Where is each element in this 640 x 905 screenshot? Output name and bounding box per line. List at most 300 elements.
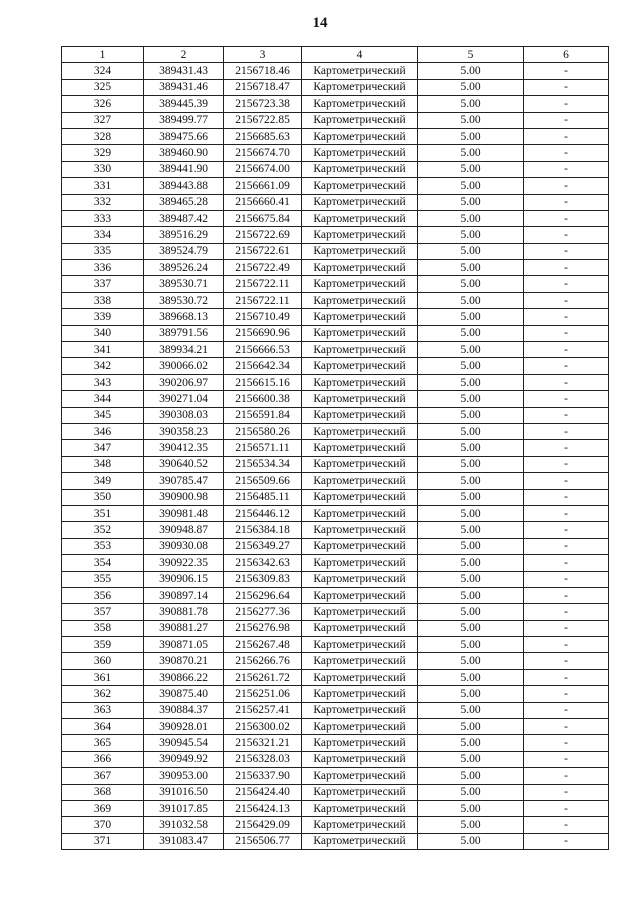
method-cell: Картометрический [302, 719, 418, 735]
x-coordinate-cell: 389516.29 [144, 227, 224, 243]
method-cell: Картометрический [302, 538, 418, 554]
x-coordinate-cell: 390897.14 [144, 587, 224, 603]
accuracy-cell: 5.00 [418, 784, 524, 800]
y-coordinate-cell: 2156277.36 [224, 604, 302, 620]
table-row [62, 473, 609, 489]
method-cell: Картометрический [302, 276, 418, 292]
point-number-cell: 371 [62, 833, 144, 849]
point-number-cell: 361 [62, 669, 144, 685]
point-number-cell: 327 [62, 112, 144, 128]
point-number-cell: 344 [62, 391, 144, 407]
y-coordinate-cell: 2156685.63 [224, 128, 302, 144]
y-coordinate-cell: 2156257.41 [224, 702, 302, 718]
y-coordinate-cell: 2156446.12 [224, 505, 302, 521]
note-cell: - [524, 423, 609, 439]
note-cell: - [524, 194, 609, 210]
table-row [62, 604, 609, 620]
x-coordinate-cell: 390640.52 [144, 456, 224, 472]
accuracy-cell: 5.00 [418, 276, 524, 292]
accuracy-cell: 5.00 [418, 817, 524, 833]
point-number-cell: 369 [62, 800, 144, 816]
note-cell: - [524, 96, 609, 112]
method-cell: Картометрический [302, 817, 418, 833]
x-coordinate-cell: 389465.28 [144, 194, 224, 210]
accuracy-cell: 5.00 [418, 653, 524, 669]
y-coordinate-cell: 2156424.40 [224, 784, 302, 800]
note-cell: - [524, 161, 609, 177]
table-row [62, 423, 609, 439]
note-cell: - [524, 342, 609, 358]
note-cell: - [524, 784, 609, 800]
accuracy-cell: 5.00 [418, 423, 524, 439]
point-number-cell: 335 [62, 243, 144, 259]
table-row [62, 243, 609, 259]
table-row [62, 145, 609, 161]
y-coordinate-cell: 2156718.46 [224, 63, 302, 79]
note-cell: - [524, 587, 609, 603]
point-number-cell: 343 [62, 374, 144, 390]
table-row [62, 768, 609, 784]
note-cell: - [524, 407, 609, 423]
note-cell: - [524, 210, 609, 226]
accuracy-cell: 5.00 [418, 292, 524, 308]
note-cell: - [524, 276, 609, 292]
method-cell: Картометрический [302, 145, 418, 161]
x-coordinate-cell: 390949.92 [144, 751, 224, 767]
table-row [62, 194, 609, 210]
method-cell: Картометрический [302, 260, 418, 276]
y-coordinate-cell: 2156321.21 [224, 735, 302, 751]
accuracy-cell: 5.00 [418, 719, 524, 735]
note-cell: - [524, 555, 609, 571]
point-number-cell: 360 [62, 653, 144, 669]
method-cell: Картометрический [302, 669, 418, 685]
note-cell: - [524, 817, 609, 833]
point-number-cell: 326 [62, 96, 144, 112]
point-number-cell: 328 [62, 128, 144, 144]
point-number-cell: 329 [62, 145, 144, 161]
note-cell: - [524, 358, 609, 374]
x-coordinate-cell: 389431.46 [144, 79, 224, 95]
x-coordinate-cell: 390900.98 [144, 489, 224, 505]
method-cell: Картометрический [302, 653, 418, 669]
x-coordinate-cell: 389526.24 [144, 260, 224, 276]
note-cell: - [524, 440, 609, 456]
accuracy-cell: 5.00 [418, 227, 524, 243]
method-cell: Картометрический [302, 292, 418, 308]
y-coordinate-cell: 2156660.41 [224, 194, 302, 210]
y-coordinate-cell: 2156674.70 [224, 145, 302, 161]
method-cell: Картометрический [302, 620, 418, 636]
table-row [62, 325, 609, 341]
method-cell: Картометрический [302, 489, 418, 505]
note-cell: - [524, 833, 609, 849]
x-coordinate-cell: 390875.40 [144, 686, 224, 702]
table-row [62, 702, 609, 718]
point-number-cell: 345 [62, 407, 144, 423]
accuracy-cell: 5.00 [418, 391, 524, 407]
y-coordinate-cell: 2156266.76 [224, 653, 302, 669]
table-row [62, 538, 609, 554]
table-row [62, 669, 609, 685]
table-row [62, 505, 609, 521]
accuracy-cell: 5.00 [418, 751, 524, 767]
table-row [62, 833, 609, 849]
method-cell: Картометрический [302, 325, 418, 341]
point-number-cell: 340 [62, 325, 144, 341]
note-cell: - [524, 800, 609, 816]
note-cell: - [524, 374, 609, 390]
column-header: 4 [302, 47, 418, 63]
y-coordinate-cell: 2156485.11 [224, 489, 302, 505]
table-row [62, 522, 609, 538]
note-cell: - [524, 489, 609, 505]
method-cell: Картометрический [302, 79, 418, 95]
note-cell: - [524, 128, 609, 144]
table-row [62, 637, 609, 653]
method-cell: Картометрический [302, 440, 418, 456]
y-coordinate-cell: 2156666.53 [224, 342, 302, 358]
note-cell: - [524, 571, 609, 587]
method-cell: Картометрический [302, 637, 418, 653]
accuracy-cell: 5.00 [418, 555, 524, 571]
y-coordinate-cell: 2156509.66 [224, 473, 302, 489]
accuracy-cell: 5.00 [418, 702, 524, 718]
point-number-cell: 362 [62, 686, 144, 702]
note-cell: - [524, 669, 609, 685]
x-coordinate-cell: 390948.87 [144, 522, 224, 538]
point-number-cell: 356 [62, 587, 144, 603]
x-coordinate-cell: 389441.90 [144, 161, 224, 177]
point-number-cell: 353 [62, 538, 144, 554]
accuracy-cell: 5.00 [418, 112, 524, 128]
method-cell: Картометрический [302, 702, 418, 718]
x-coordinate-cell: 390271.04 [144, 391, 224, 407]
y-coordinate-cell: 2156424.13 [224, 800, 302, 816]
note-cell: - [524, 243, 609, 259]
note-cell: - [524, 112, 609, 128]
method-cell: Картометрический [302, 128, 418, 144]
point-number-cell: 346 [62, 423, 144, 439]
y-coordinate-cell: 2156296.64 [224, 587, 302, 603]
table-row [62, 292, 609, 308]
accuracy-cell: 5.00 [418, 440, 524, 456]
accuracy-cell: 5.00 [418, 374, 524, 390]
accuracy-cell: 5.00 [418, 522, 524, 538]
accuracy-cell: 5.00 [418, 686, 524, 702]
x-coordinate-cell: 390906.15 [144, 571, 224, 587]
y-coordinate-cell: 2156261.72 [224, 669, 302, 685]
y-coordinate-cell: 2156718.47 [224, 79, 302, 95]
point-number-cell: 342 [62, 358, 144, 374]
header-row [62, 47, 609, 63]
point-number-cell: 366 [62, 751, 144, 767]
y-coordinate-cell: 2156591.84 [224, 407, 302, 423]
table-row [62, 653, 609, 669]
x-coordinate-cell: 390358.23 [144, 423, 224, 439]
y-coordinate-cell: 2156309.83 [224, 571, 302, 587]
column-header: 2 [144, 47, 224, 63]
table-row [62, 178, 609, 194]
table-row [62, 817, 609, 833]
x-coordinate-cell: 390066.02 [144, 358, 224, 374]
table-row [62, 276, 609, 292]
point-number-cell: 355 [62, 571, 144, 587]
accuracy-cell: 5.00 [418, 571, 524, 587]
point-number-cell: 333 [62, 210, 144, 226]
table-row [62, 407, 609, 423]
x-coordinate-cell: 391016.50 [144, 784, 224, 800]
table-row [62, 342, 609, 358]
accuracy-cell: 5.00 [418, 96, 524, 112]
y-coordinate-cell: 2156328.03 [224, 751, 302, 767]
note-cell: - [524, 145, 609, 161]
method-cell: Картометрический [302, 505, 418, 521]
x-coordinate-cell: 390870.21 [144, 653, 224, 669]
table-row [62, 686, 609, 702]
point-number-cell: 358 [62, 620, 144, 636]
x-coordinate-cell: 390785.47 [144, 473, 224, 489]
y-coordinate-cell: 2156384.18 [224, 522, 302, 538]
accuracy-cell: 5.00 [418, 128, 524, 144]
method-cell: Картометрический [302, 686, 418, 702]
point-number-cell: 347 [62, 440, 144, 456]
y-coordinate-cell: 2156675.84 [224, 210, 302, 226]
method-cell: Картометрический [302, 227, 418, 243]
note-cell: - [524, 391, 609, 407]
table-row [62, 391, 609, 407]
note-cell: - [524, 309, 609, 325]
x-coordinate-cell: 391083.47 [144, 833, 224, 849]
note-cell: - [524, 637, 609, 653]
note-cell: - [524, 719, 609, 735]
x-coordinate-cell: 389524.79 [144, 243, 224, 259]
table-row [62, 440, 609, 456]
y-coordinate-cell: 2156710.49 [224, 309, 302, 325]
accuracy-cell: 5.00 [418, 620, 524, 636]
note-cell: - [524, 751, 609, 767]
method-cell: Картометрический [302, 751, 418, 767]
accuracy-cell: 5.00 [418, 669, 524, 685]
x-coordinate-cell: 389791.56 [144, 325, 224, 341]
accuracy-cell: 5.00 [418, 178, 524, 194]
point-number-cell: 324 [62, 63, 144, 79]
x-coordinate-cell: 390866.22 [144, 669, 224, 685]
table-row [62, 719, 609, 735]
x-coordinate-cell: 390206.97 [144, 374, 224, 390]
point-number-cell: 352 [62, 522, 144, 538]
y-coordinate-cell: 2156580.26 [224, 423, 302, 439]
table-row [62, 96, 609, 112]
y-coordinate-cell: 2156300.02 [224, 719, 302, 735]
note-cell: - [524, 768, 609, 784]
note-cell: - [524, 702, 609, 718]
y-coordinate-cell: 2156722.11 [224, 292, 302, 308]
method-cell: Картометрический [302, 784, 418, 800]
table-row [62, 260, 609, 276]
method-cell: Картометрический [302, 342, 418, 358]
point-number-cell: 365 [62, 735, 144, 751]
accuracy-cell: 5.00 [418, 768, 524, 784]
method-cell: Картометрический [302, 407, 418, 423]
y-coordinate-cell: 2156276.98 [224, 620, 302, 636]
method-cell: Картометрический [302, 735, 418, 751]
y-coordinate-cell: 2156661.09 [224, 178, 302, 194]
accuracy-cell: 5.00 [418, 309, 524, 325]
x-coordinate-cell: 389530.72 [144, 292, 224, 308]
note-cell: - [524, 227, 609, 243]
table-row [62, 489, 609, 505]
x-coordinate-cell: 391032.58 [144, 817, 224, 833]
point-number-cell: 331 [62, 178, 144, 194]
y-coordinate-cell: 2156722.69 [224, 227, 302, 243]
note-cell: - [524, 735, 609, 751]
point-number-cell: 364 [62, 719, 144, 735]
accuracy-cell: 5.00 [418, 505, 524, 521]
x-coordinate-cell: 389530.71 [144, 276, 224, 292]
accuracy-cell: 5.00 [418, 342, 524, 358]
method-cell: Картометрический [302, 63, 418, 79]
accuracy-cell: 5.00 [418, 145, 524, 161]
method-cell: Картометрический [302, 587, 418, 603]
x-coordinate-cell: 390881.78 [144, 604, 224, 620]
method-cell: Картометрический [302, 768, 418, 784]
y-coordinate-cell: 2156267.48 [224, 637, 302, 653]
method-cell: Картометрический [302, 374, 418, 390]
accuracy-cell: 5.00 [418, 325, 524, 341]
method-cell: Картометрический [302, 112, 418, 128]
x-coordinate-cell: 390930.08 [144, 538, 224, 554]
y-coordinate-cell: 2156722.85 [224, 112, 302, 128]
point-number-cell: 334 [62, 227, 144, 243]
y-coordinate-cell: 2156571.11 [224, 440, 302, 456]
method-cell: Картометрический [302, 161, 418, 177]
x-coordinate-cell: 389475.66 [144, 128, 224, 144]
note-cell: - [524, 178, 609, 194]
point-number-cell: 351 [62, 505, 144, 521]
y-coordinate-cell: 2156534.34 [224, 456, 302, 472]
accuracy-cell: 5.00 [418, 161, 524, 177]
page-number: 14 [312, 15, 328, 31]
x-coordinate-cell: 389934.21 [144, 342, 224, 358]
method-cell: Картометрический [302, 833, 418, 849]
table-row [62, 309, 609, 325]
x-coordinate-cell: 390945.54 [144, 735, 224, 751]
x-coordinate-cell: 390412.35 [144, 440, 224, 456]
note-cell: - [524, 522, 609, 538]
accuracy-cell: 5.00 [418, 587, 524, 603]
y-coordinate-cell: 2156722.61 [224, 243, 302, 259]
table-row [62, 210, 609, 226]
table-row [62, 735, 609, 751]
accuracy-cell: 5.00 [418, 243, 524, 259]
x-coordinate-cell: 390881.27 [144, 620, 224, 636]
point-number-cell: 370 [62, 817, 144, 833]
accuracy-cell: 5.00 [418, 489, 524, 505]
table-row [62, 358, 609, 374]
y-coordinate-cell: 2156642.34 [224, 358, 302, 374]
x-coordinate-cell: 390981.48 [144, 505, 224, 521]
point-number-cell: 367 [62, 768, 144, 784]
point-number-cell: 357 [62, 604, 144, 620]
note-cell: - [524, 505, 609, 521]
method-cell: Картометрический [302, 555, 418, 571]
y-coordinate-cell: 2156615.16 [224, 374, 302, 390]
point-number-cell: 354 [62, 555, 144, 571]
point-number-cell: 348 [62, 456, 144, 472]
column-header: 6 [524, 47, 609, 63]
method-cell: Картометрический [302, 391, 418, 407]
accuracy-cell: 5.00 [418, 194, 524, 210]
note-cell: - [524, 260, 609, 276]
method-cell: Картометрический [302, 210, 418, 226]
table-row [62, 620, 609, 636]
note-cell: - [524, 473, 609, 489]
y-coordinate-cell: 2156723.38 [224, 96, 302, 112]
x-coordinate-cell: 390928.01 [144, 719, 224, 735]
column-header: 5 [418, 47, 524, 63]
accuracy-cell: 5.00 [418, 79, 524, 95]
method-cell: Картометрический [302, 604, 418, 620]
accuracy-cell: 5.00 [418, 800, 524, 816]
table-header [62, 47, 609, 63]
note-cell: - [524, 604, 609, 620]
table-body [62, 63, 609, 850]
y-coordinate-cell: 2156600.38 [224, 391, 302, 407]
y-coordinate-cell: 2156342.63 [224, 555, 302, 571]
x-coordinate-cell: 390308.03 [144, 407, 224, 423]
point-number-cell: 325 [62, 79, 144, 95]
x-coordinate-cell: 389431.43 [144, 63, 224, 79]
table-row [62, 571, 609, 587]
accuracy-cell: 5.00 [418, 358, 524, 374]
note-cell: - [524, 79, 609, 95]
point-number-cell: 341 [62, 342, 144, 358]
x-coordinate-cell: 389668.13 [144, 309, 224, 325]
x-coordinate-cell: 389445.39 [144, 96, 224, 112]
y-coordinate-cell: 2156674.00 [224, 161, 302, 177]
x-coordinate-cell: 390871.05 [144, 637, 224, 653]
note-cell: - [524, 620, 609, 636]
accuracy-cell: 5.00 [418, 833, 524, 849]
method-cell: Картометрический [302, 96, 418, 112]
y-coordinate-cell: 2156337.90 [224, 768, 302, 784]
note-cell: - [524, 653, 609, 669]
table-row [62, 751, 609, 767]
table-row [62, 374, 609, 390]
accuracy-cell: 5.00 [418, 456, 524, 472]
method-cell: Картометрический [302, 522, 418, 538]
point-number-cell: 330 [62, 161, 144, 177]
table-row [62, 800, 609, 816]
accuracy-cell: 5.00 [418, 473, 524, 489]
y-coordinate-cell: 2156722.49 [224, 260, 302, 276]
coordinates-table [61, 46, 609, 850]
note-cell: - [524, 63, 609, 79]
method-cell: Картометрический [302, 423, 418, 439]
method-cell: Картометрический [302, 309, 418, 325]
note-cell: - [524, 686, 609, 702]
y-coordinate-cell: 2156349.27 [224, 538, 302, 554]
point-number-cell: 350 [62, 489, 144, 505]
point-number-cell: 339 [62, 309, 144, 325]
x-coordinate-cell: 389487.42 [144, 210, 224, 226]
x-coordinate-cell: 389443.88 [144, 178, 224, 194]
x-coordinate-cell: 390922.35 [144, 555, 224, 571]
x-coordinate-cell: 390884.37 [144, 702, 224, 718]
accuracy-cell: 5.00 [418, 637, 524, 653]
note-cell: - [524, 325, 609, 341]
